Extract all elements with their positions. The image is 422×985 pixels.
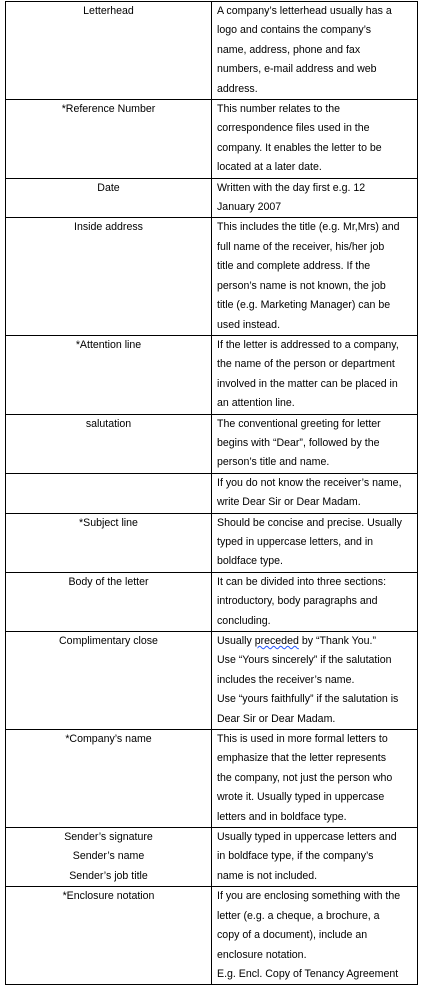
description-line: address. bbox=[217, 82, 258, 95]
spellcheck-underline: preceded bbox=[254, 635, 299, 647]
description-line: Usually typed in uppercase letters and bbox=[217, 831, 397, 844]
description-cell bbox=[212, 218, 418, 335]
letter-part-cell bbox=[6, 828, 212, 887]
letter-part-label: Sender’s job title bbox=[69, 869, 148, 882]
letter-part-cell bbox=[6, 887, 212, 985]
description-line: correspondence files used in the bbox=[217, 122, 370, 135]
description-cell bbox=[212, 513, 418, 572]
table-row bbox=[6, 218, 418, 335]
description-line: wrote it. Usually typed in uppercase bbox=[217, 791, 385, 804]
table-row bbox=[6, 828, 418, 887]
description-line: introductory, body paragraphs and bbox=[217, 595, 378, 608]
letter-part-label: Complimentary close bbox=[59, 635, 158, 647]
description-line: This includes the title (e.g. Mr,Mrs) and bbox=[217, 221, 400, 234]
description-cell bbox=[212, 414, 418, 473]
description-line: typed in uppercase letters, and in bbox=[217, 535, 374, 548]
description-line: company. It enables the letter to be bbox=[217, 141, 382, 154]
description-line: an attention line. bbox=[217, 397, 295, 410]
description-line: enclosure notation. bbox=[217, 948, 307, 961]
table-row bbox=[6, 513, 418, 572]
description-line: letters and in boldface type. bbox=[217, 810, 347, 823]
letter-part-label: Inside address bbox=[74, 221, 143, 234]
table-row bbox=[6, 473, 418, 513]
description-line: title and complete address. If the bbox=[217, 260, 371, 273]
description-line: This is used in more formal letters to bbox=[217, 733, 388, 746]
table-row bbox=[6, 632, 418, 730]
description-line: name, address, phone and fax bbox=[217, 43, 361, 56]
description-line: includes the receiver’s name. bbox=[217, 673, 355, 686]
description-line: write Dear Sir or Dear Madam. bbox=[217, 496, 361, 509]
description-line: used instead. bbox=[217, 318, 281, 331]
table-row bbox=[6, 2, 418, 100]
description-cell bbox=[212, 828, 418, 887]
letter-part-cell bbox=[6, 572, 212, 631]
letter-part-label: Sender’s signature bbox=[64, 831, 153, 844]
description-line: emphasize that the letter represents bbox=[217, 752, 387, 765]
description-line: the name of the person or department bbox=[217, 358, 395, 371]
description-cell bbox=[212, 178, 418, 218]
letter-parts-table bbox=[5, 1, 418, 985]
description-line: The conventional greeting for letter bbox=[217, 417, 381, 430]
description-cell bbox=[212, 100, 418, 179]
description-line: copy of a document), include an bbox=[217, 929, 368, 942]
description-line: E.g. Encl. Copy of Tenancy Agreement bbox=[217, 967, 399, 980]
description-line: Usually preceded by “Thank You.” bbox=[217, 635, 377, 647]
description-line: Should be concise and precise. Usually bbox=[217, 516, 402, 529]
letter-part-cell bbox=[6, 100, 212, 179]
cut-off-text-fragment bbox=[18, 975, 218, 983]
description-line: Dear Sir or Dear Madam. bbox=[217, 712, 336, 725]
description-line: Use “yours faithfully” if the salutation is bbox=[217, 693, 399, 706]
letter-part-label: *Reference Number bbox=[61, 103, 156, 116]
description-cell bbox=[212, 572, 418, 631]
description-line: If you do not know the receiver’s name, bbox=[217, 476, 402, 489]
description-line: involved in the matter can be placed in bbox=[217, 377, 398, 390]
description-line: If the letter is addressed to a company, bbox=[217, 338, 399, 351]
table-row bbox=[6, 178, 418, 218]
description-line: Use “Yours sincerely” if the salutation bbox=[217, 654, 392, 667]
letter-part-label: Date bbox=[97, 181, 120, 194]
description-line: full name of the receiver, his/her job bbox=[217, 240, 385, 253]
letter-part-cell bbox=[6, 218, 212, 335]
table-row bbox=[6, 572, 418, 631]
letter-part-label: Letterhead bbox=[83, 5, 134, 17]
description-line: It can be divided into three sections: bbox=[217, 575, 387, 588]
letter-part-cell bbox=[6, 513, 212, 572]
letter-part-label: Body of the letter bbox=[68, 575, 149, 588]
description-cell bbox=[212, 632, 418, 730]
description-line: person’s title and name. bbox=[217, 456, 330, 469]
description-cell bbox=[212, 730, 418, 828]
description-cell bbox=[212, 887, 418, 985]
letter-part-label: *Attention line bbox=[75, 338, 142, 351]
description-line: If you are enclosing something with the bbox=[217, 890, 401, 903]
letter-part-label: salutation bbox=[85, 417, 132, 430]
description-line: This number relates to the bbox=[217, 103, 341, 116]
description-line: title (e.g. Marketing Manager) can be bbox=[217, 299, 391, 312]
description-line: the company, not just the person who bbox=[217, 771, 393, 784]
description-line: A company’s letterhead usually has a bbox=[217, 5, 392, 17]
description-line: begins with “Dear”, followed by the bbox=[217, 436, 380, 449]
description-line: January 2007 bbox=[217, 201, 282, 214]
table-row bbox=[6, 335, 418, 414]
description-line: letter (e.g. a cheque, a brochure, a bbox=[217, 909, 380, 922]
description-line: person’s name is not known, the job bbox=[217, 279, 386, 292]
letter-part-cell bbox=[6, 178, 212, 218]
description-line: numbers, e-mail address and web bbox=[217, 63, 377, 76]
description-line: Written with the day first e.g. 12 bbox=[217, 181, 366, 194]
description-line: boldface type. bbox=[217, 555, 283, 568]
letter-part-label: Sender’s name bbox=[72, 850, 145, 863]
letter-part-label: *Enclosure notation bbox=[62, 890, 155, 903]
letter-part-cell bbox=[6, 414, 212, 473]
letter-part-cell bbox=[6, 473, 212, 513]
description-line: in boldface type, if the company’s bbox=[217, 850, 374, 863]
table-row bbox=[6, 100, 418, 179]
description-cell bbox=[212, 2, 418, 100]
description-cell bbox=[212, 473, 418, 513]
table-row bbox=[6, 730, 418, 828]
letter-part-cell bbox=[6, 335, 212, 414]
description-cell bbox=[212, 335, 418, 414]
letter-part-cell bbox=[6, 632, 212, 730]
letter-part-cell bbox=[6, 730, 212, 828]
table-row bbox=[6, 887, 418, 985]
letter-part-cell bbox=[6, 2, 212, 100]
description-line: concluding. bbox=[217, 614, 271, 627]
letter-part-label: *Subject line bbox=[79, 516, 138, 529]
table-row bbox=[6, 414, 418, 473]
description-line: logo and contains the company’s bbox=[217, 24, 372, 37]
description-line: name is not included. bbox=[217, 869, 318, 882]
letter-parts-table-body bbox=[6, 2, 418, 985]
description-line: located at a later date. bbox=[217, 161, 322, 174]
letter-part-label: *Company’s name bbox=[65, 733, 152, 746]
